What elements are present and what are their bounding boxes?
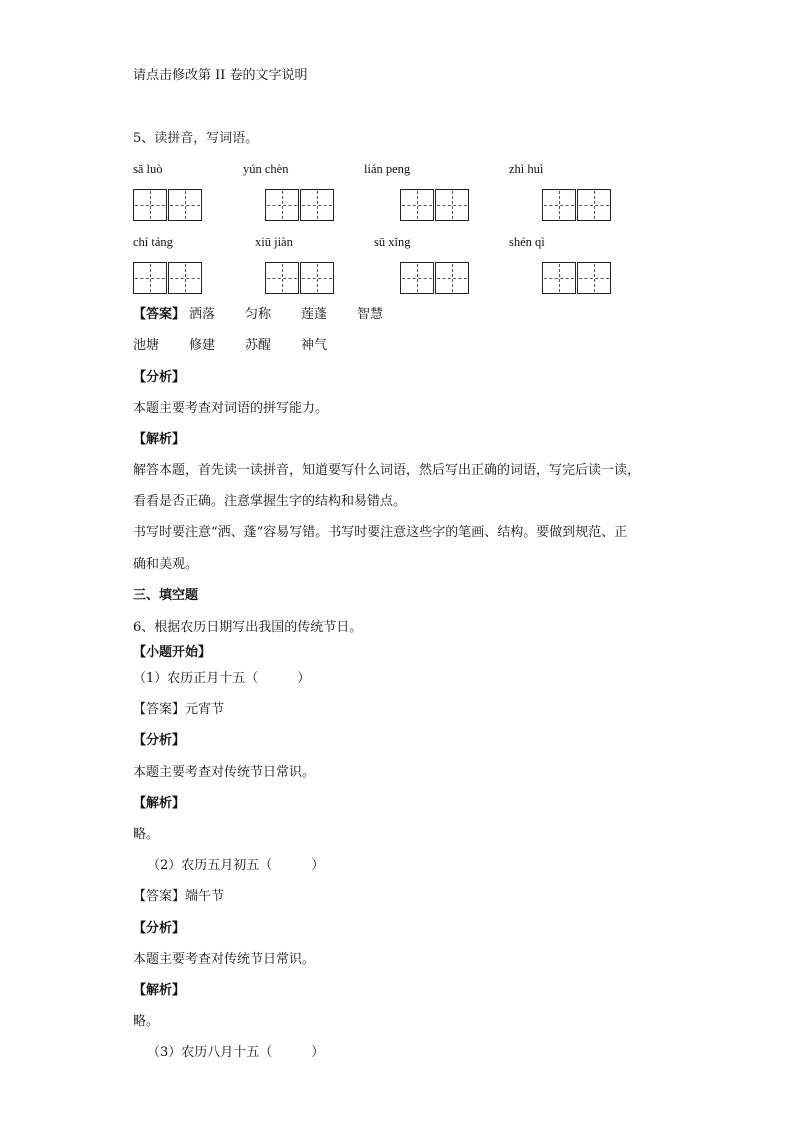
- answer-word: 神气: [301, 338, 328, 353]
- analysis-text: 本题主要考查对传统节日常识。: [133, 952, 316, 967]
- answer-word: 池塘: [133, 338, 160, 353]
- answer-word: 修建: [189, 338, 216, 353]
- tianzige-7: [400, 262, 469, 294]
- analysis-label: 【分析】: [133, 921, 186, 936]
- answer-2: 【答案】端午节: [133, 889, 225, 904]
- pinyin-3: lián peng: [364, 162, 411, 176]
- explain-label: 【解析】: [133, 432, 186, 447]
- subquestion-start: 【小题开始】: [133, 645, 212, 660]
- tianzige-1: [133, 189, 202, 221]
- explain-text: 确和美观。: [133, 557, 199, 572]
- analysis-text: 本题主要考查对传统节日常识。: [133, 765, 316, 780]
- analysis-text: 本题主要考查对词语的拼写能力。: [133, 401, 329, 416]
- explain-text: 解答本题，首先读一读拼音，知道要写什么词语，然后写出正确的词语，写完后读一读，: [133, 463, 641, 478]
- subquestion-3: （3）农历八月十五（ ）: [147, 1045, 325, 1060]
- tianzige-6: [265, 262, 334, 294]
- answer-word: 匀称: [245, 307, 272, 322]
- tianzige-2: [265, 189, 334, 221]
- pinyin-4: zhì huì: [509, 162, 544, 176]
- explain-label: 【解析】: [133, 983, 186, 998]
- pinyin-6: xiū jiàn: [255, 235, 293, 249]
- answer-word: 洒落: [189, 307, 216, 322]
- tianzige-5: [133, 262, 202, 294]
- section-heading: 三、填空题: [133, 588, 199, 603]
- question-5-title: 5、读拼音，写词语。: [133, 131, 259, 146]
- header-note: 请点击修改第 II 卷的文字说明: [133, 68, 308, 83]
- tianzige-3: [400, 189, 469, 221]
- explain-label: 【解析】: [133, 796, 186, 811]
- pinyin-8: shén qì: [509, 235, 545, 249]
- pinyin-1: sǎ luò: [133, 162, 163, 176]
- answer-1: 【答案】元宵节: [133, 702, 225, 717]
- analysis-label: 【分析】: [133, 733, 186, 748]
- tianzige-4: [542, 189, 611, 221]
- subquestion-2: （2）农历五月初五（ ）: [147, 858, 325, 873]
- explain-text: 略。: [133, 1014, 160, 1029]
- answer-label: 【答案】: [133, 307, 186, 322]
- answer-word: 苏醒: [245, 338, 272, 353]
- explain-text: 看看是否正确。注意掌握生字的结构和易错点。: [133, 494, 407, 509]
- subquestion-1: （1）农历正月十五（ ）: [133, 671, 311, 686]
- answer-word: 莲蓬: [301, 307, 328, 322]
- pinyin-2: yún chèn: [243, 162, 289, 176]
- tianzige-8: [542, 262, 611, 294]
- pinyin-5: chí táng: [133, 235, 173, 249]
- question-6-title: 6、根据农历日期写出我国的传统节日。: [133, 620, 363, 635]
- pinyin-7: sū xǐng: [374, 235, 411, 249]
- explain-text: 略。: [133, 827, 160, 842]
- answer-word: 智慧: [357, 307, 384, 322]
- analysis-label: 【分析】: [133, 370, 186, 385]
- explain-text: 书写时要注意“洒、蓬”容易写错。书写时要注意这些字的笔画、结构。要做到规范、正: [133, 525, 628, 540]
